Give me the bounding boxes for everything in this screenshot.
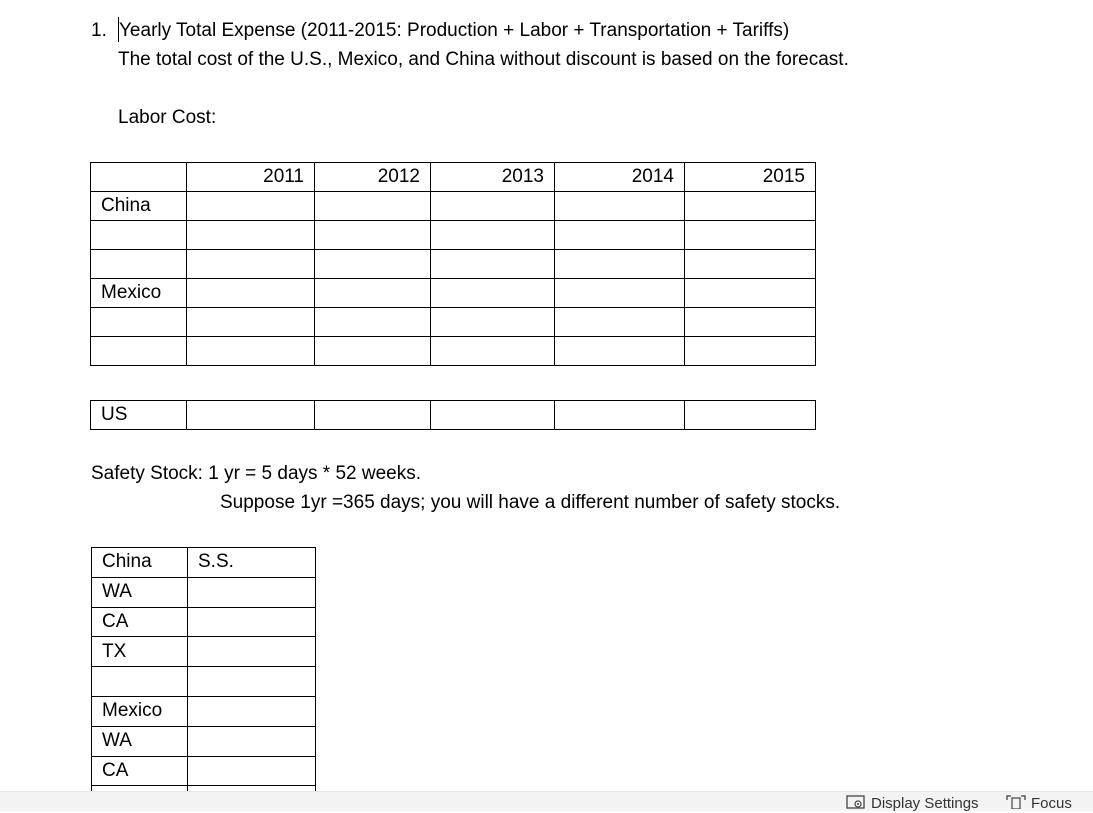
table-cell[interactable]	[315, 401, 431, 430]
row-label[interactable]: Mexico	[91, 279, 187, 308]
row-label[interactable]: US	[91, 401, 187, 430]
row-label[interactable]: China	[91, 192, 187, 221]
row-label[interactable]: Mexico	[92, 696, 188, 726]
table-cell[interactable]	[315, 192, 431, 221]
display-settings-icon	[846, 795, 866, 813]
display-settings-button[interactable]	[846, 795, 979, 813]
list-number: 1.	[91, 20, 107, 41]
labor-cost-label[interactable]: Labor Cost:	[118, 107, 217, 128]
table-row	[92, 577, 316, 607]
labor-cost-table[interactable]	[90, 162, 816, 366]
table-cell[interactable]	[188, 726, 316, 756]
table-cell[interactable]	[555, 250, 685, 279]
table-cell[interactable]	[315, 337, 431, 366]
table-cell[interactable]	[431, 401, 555, 430]
table-cell[interactable]	[555, 308, 685, 337]
table-cell[interactable]	[685, 308, 816, 337]
table-row	[91, 192, 816, 221]
safety-stock-line2[interactable]: Suppose 1yr =365 days; you will have a different number of safety stocks.	[220, 492, 841, 513]
display-settings-label: Display Settings	[871, 795, 979, 812]
heading-subtitle[interactable]: The total cost of the U.S., Mexico, and China without discount is based on the forecast.	[118, 49, 849, 70]
row-label[interactable]: WA	[92, 577, 188, 607]
table-cell[interactable]	[431, 192, 555, 221]
table-row	[92, 726, 316, 756]
table-row	[91, 401, 816, 430]
year-header[interactable]: 2014	[555, 163, 685, 192]
table-cell[interactable]	[685, 337, 816, 366]
table-cell[interactable]	[685, 221, 816, 250]
table-cell[interactable]	[188, 756, 316, 786]
table-row	[92, 756, 316, 786]
table-cell[interactable]	[555, 401, 685, 430]
table-row	[91, 337, 816, 366]
safety-stock-line1[interactable]: Safety Stock: 1 yr = 5 days * 52 weeks.	[91, 463, 422, 484]
row-label[interactable]: TX	[92, 637, 188, 667]
focus-icon	[1006, 795, 1026, 813]
focus-button[interactable]	[1006, 795, 1072, 813]
table-cell[interactable]	[91, 163, 187, 192]
table-row	[91, 250, 816, 279]
table-cell[interactable]	[315, 308, 431, 337]
table-cell[interactable]	[187, 308, 315, 337]
table-cell[interactable]	[685, 250, 816, 279]
table-cell[interactable]	[431, 221, 555, 250]
table-cell[interactable]	[188, 607, 316, 637]
table-cell[interactable]	[431, 337, 555, 366]
row-label[interactable]	[91, 221, 187, 250]
table-header-row	[92, 548, 316, 578]
table-cell[interactable]	[685, 279, 816, 308]
row-label[interactable]	[91, 337, 187, 366]
table-cell[interactable]	[187, 192, 315, 221]
table-cell[interactable]	[431, 279, 555, 308]
row-label[interactable]: CA	[92, 607, 188, 637]
table-cell[interactable]	[187, 279, 315, 308]
year-header[interactable]: 2015	[685, 163, 816, 192]
table-cell[interactable]	[431, 250, 555, 279]
table-cell[interactable]	[555, 221, 685, 250]
row-label[interactable]	[91, 308, 187, 337]
table-cell[interactable]	[315, 221, 431, 250]
table-cell[interactable]	[187, 337, 315, 366]
row-label[interactable]: WA	[92, 726, 188, 756]
table-cell[interactable]	[187, 401, 315, 430]
heading-title[interactable]: Yearly Total Expense (2011-2015: Production + Labor + Transportation + Tariffs)	[119, 20, 790, 41]
table-row	[91, 221, 816, 250]
ss-value-header[interactable]: S.S.	[188, 548, 316, 578]
table-row	[92, 696, 316, 726]
table-cell[interactable]	[315, 250, 431, 279]
table-row	[91, 308, 816, 337]
row-label[interactable]: CA	[92, 756, 188, 786]
table-cell[interactable]	[555, 192, 685, 221]
table-header-row	[91, 163, 816, 192]
table-cell[interactable]	[431, 308, 555, 337]
table-cell[interactable]	[187, 250, 315, 279]
table-row	[92, 667, 316, 697]
table-cell[interactable]	[685, 192, 816, 221]
table-cell[interactable]	[685, 401, 816, 430]
table-cell[interactable]	[315, 279, 431, 308]
ss-country-header[interactable]: China	[92, 548, 188, 578]
table-cell[interactable]	[188, 667, 316, 697]
table-cell[interactable]	[555, 337, 685, 366]
row-label[interactable]	[91, 250, 187, 279]
year-header[interactable]: 2011	[187, 163, 315, 192]
table-cell[interactable]	[555, 279, 685, 308]
year-header[interactable]: 2012	[315, 163, 431, 192]
safety-stock-table[interactable]	[91, 547, 316, 791]
table-cell[interactable]	[188, 696, 316, 726]
us-labor-table[interactable]	[90, 400, 816, 430]
status-bar	[0, 791, 1093, 811]
focus-label: Focus	[1031, 795, 1072, 812]
table-cell[interactable]	[188, 577, 316, 607]
table-cell[interactable]	[188, 637, 316, 667]
table-cell[interactable]	[187, 221, 315, 250]
table-row	[92, 637, 316, 667]
table-row	[91, 279, 816, 308]
table-row	[92, 607, 316, 637]
year-header[interactable]: 2013	[431, 163, 555, 192]
row-label[interactable]	[92, 667, 188, 697]
